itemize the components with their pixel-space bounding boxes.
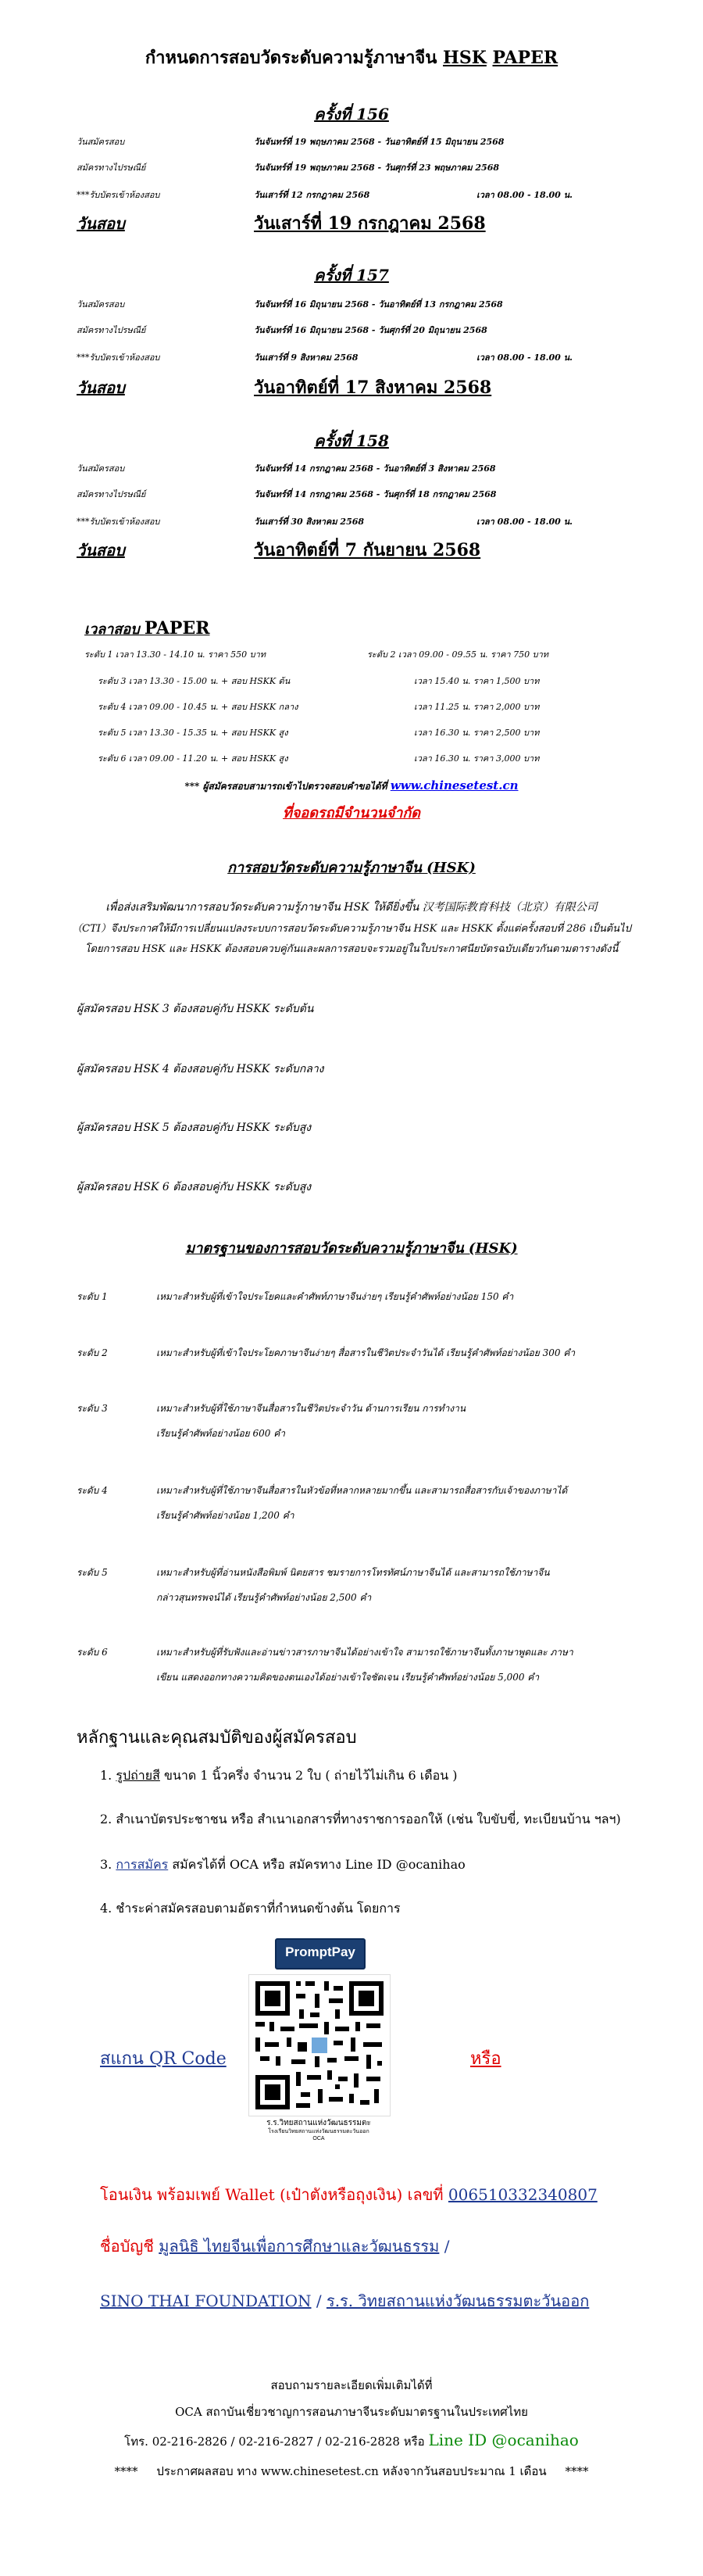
round-row-value: วันจันทร์ที่ 19 พฤษภาคม 2568 - วันศุกร์ที่ 23 พฤษภาคม 2568 [254,163,500,173]
standard-text: เหมาะสำหรับผู้ที่อ่านหนังสือพิมพ์ นิตยสาร ชมรายการโทรทัศน์ภาษาจีนได้ และสามารถใช้ภาษาจีน [156,1567,550,1578]
account-line: ชื่อบัญชี มูลนิธิ ไทยจีนเพื่อการศึกษาและวัฒนธรรม / [100,2237,450,2256]
contact-heading: สอบถามรายละเอียดเพิ่มเติมได้ที่ [270,2378,433,2392]
round-row-time: เวลา 08.00 - 18.00 น. [476,517,573,527]
transfer-line: โอนเงิน พร้อมเพย์ Wallet (เป๋าตังหรือถุงเงิน) เลขที่ 006510332340807 [100,2185,598,2204]
hsk-section-heading: การสอบวัดระดับความรู้ภาษาจีน (HSK) [227,860,476,876]
round-heading: ครั้งที่ 158 [314,431,389,450]
standard-text: เหมาะสำหรับผู้ที่ใช้ภาษาจีนสื่อสารในหัวข้อที่หลากหลายมากขึ้น และสามารถสื่อสารกับเจ้าของภาษาได้ [156,1485,568,1496]
limited-seats-notice: ที่จอดรถมีจำนวนจำกัด [283,805,420,821]
exam-date-label: วันสอบ [77,541,125,560]
standard-level: ระดับ 1 [77,1291,108,1302]
standard-level: ระดับ 4 [77,1485,108,1496]
standard-level: ระดับ 3 [77,1403,108,1414]
hsk-paragraph: เพื่อส่งเสริมพัฒนาการสอบวัดระดับความรู้ภาษาจีน HSK ให้ดียิ่งขึ้น 汉考国际教育科技（北京）有限公司 [105,901,598,914]
account-name: มูลนิธิ ไทยจีนเพื่อการศึกษาและวัฒนธรรม [159,2237,440,2256]
round-heading: ครั้งที่ 157 [314,266,389,284]
standard-level: ระดับ 5 [77,1567,108,1578]
round-row-label: วันสมัครสอบ [77,299,125,309]
qr-caption: ร.ร.วิทยสถานแห่งวัฒนธรรมตะ โรงเรียนวิทยสถานแห่งวัฒนธรรมตะวันออก OCA [266,2119,371,2141]
standard-text: เรียนรู้คำศัพท์อย่างน้อย 1,200 คำ [156,1510,294,1521]
exam-date-label: วันสอบ [77,378,125,397]
requirement-item: 3. การสมัคร สมัครได้ที่ OCA หรือ สมัครทาง Line ID @ocanihao [100,1857,466,1872]
standard-level: ระดับ 2 [77,1347,108,1358]
round-row-label: ***รับบัตรเข้าห้องสอบ [77,190,160,200]
standard-text: เขียน แสดงออกทางความคิดของตนเองได้อย่างเข้าใจชัดเจน เรียนรู้คำศัพท์อย่างน้อย 5,000 คำ [156,1672,540,1683]
round-row-label: ***รับบัตรเข้าห้องสอบ [77,352,160,363]
title-paper: PAPER [492,48,558,68]
scan-qr-label: สแกน QR Code [100,2049,227,2069]
hsk-pair-item: ผู้สมัครสอบ HSK 3 ต้องสอบคู่กับ HSKK ระดับต้น [77,1003,314,1015]
schedule-row: เวลา 16.30 น. ราคา 2,500 บาท [414,728,540,738]
qr-code-image[interactable] [248,1974,391,2116]
round-row-label: ***รับบัตรเข้าห้องสอบ [77,517,160,527]
round-row-time: เวลา 08.00 - 18.00 น. [476,352,573,363]
hsk-pair-item: ผู้สมัครสอบ HSK 6 ต้องสอบคู่กับ HSKK ระดับสูง [77,1181,312,1193]
round-row-label: สมัครทางไปรษณีย์ [77,489,146,499]
schedule-row: ระดับ 5 เวลา 13.30 - 15.35 น. + สอบ HSKK สูง [98,728,288,738]
round-row-value: วันจันทร์ที่ 14 กรกฎาคม 2568 - วันอาทิตย์ที่ 3 สิงหาคม 2568 [254,463,496,474]
round-row-value: วันเสาร์ที่ 30 สิงหาคม 2568 [254,517,365,527]
round-row-label: สมัครทางไปรษณีย์ [77,325,146,335]
round-row-label: วันสมัครสอบ [77,137,125,147]
or-label: หรือ [470,2049,501,2069]
round-heading: ครั้งที่ 156 [314,105,389,123]
promptpay-logo: PromptPay [275,1938,366,1970]
footer-note: **** ประกาศผลสอบ ทาง www.chinesetest.cn หลังจากวันสอบประมาณ 1 เดือน **** [114,2464,589,2478]
schedule-row: ระดับ 1 เวลา 13.30 - 14.10 น. ราคา 550 บาท [84,649,266,660]
title-thai: กำหนดการสอบวัดระดับความรู้ภาษาจีน [145,48,437,68]
apply-link[interactable]: การสมัคร [116,1857,169,1872]
round-row-value: วันจันทร์ที่ 16 มิถุนายน 2568 - วันศุกร์ที่ 20 มิถุนายน 2568 [254,325,487,335]
schedule-row: เวลา 11.25 น. ราคา 2,000 บาท [414,702,540,712]
standard-text: เรียนรู้คำศัพท์อย่างน้อย 600 คำ [156,1428,286,1439]
page-title [0,44,703,71]
line-id[interactable]: Line ID @ocanihao [428,2431,579,2449]
round-row-value: วันจันทร์ที่ 14 กรกฎาคม 2568 - วันศุกร์ที่ 18 กรกฎาคม 2568 [254,489,497,499]
round-row-time: เวลา 08.00 - 18.00 น. [476,190,573,200]
round-row-label: วันสมัครสอบ [77,463,125,474]
standard-text: กล่าวสุนทรพจน์ได้ เรียนรู้คำศัพท์อย่างน้อย 2,500 คำ [156,1592,372,1603]
requirements-heading: หลักฐานและคุณสมบัติของผู้สมัครสอบ [77,1728,357,1748]
round-row-value: วันจันทร์ที่ 19 พฤษภาคม 2568 - วันอาทิตย์ที่ 15 มิถุนายน 2568 [254,137,505,147]
standard-text: เหมาะสำหรับผู้ที่รับฟังและอ่านข่าวสารภาษาจีนได้อย่างเข้าใจ สามารถใช้ภาษาจีนทั้งภาษาพูดและ ภาษา [156,1647,573,1658]
title-hsk: HSK [443,48,487,68]
round-row-value: วันเสาร์ที่ 12 กรกฎาคม 2568 [254,190,370,200]
round-row-label: สมัครทางไปรษณีย์ [77,163,146,173]
hsk-paragraph: โดยการสอบ HSK และ HSKK ต้องสอบควบคู่กันและผลการสอบจะรวมอยู่ในใบประกาศนียบัตรฉบับเดียวกันตามตารางดังนี้ [84,943,619,955]
standard-text: เหมาะสำหรับผู้ที่เข้าใจประโยคภาษาจีนง่ายๆ สื่อสารในชีวิตประจำวันได้ เรียนรู้คำศัพท์อย่างน้อย 300 คำ [156,1347,576,1358]
chinesetest-link[interactable]: www.chinesetest.cn [390,778,519,792]
hsk-pair-item: ผู้สมัครสอบ HSK 5 ต้องสอบคู่กับ HSKK ระดับสูง [77,1122,312,1134]
schedule-row: ระดับ 6 เวลา 09.00 - 11.20 น. + สอบ HSKK สูง [98,753,288,764]
requirement-item: 1. รูปถ่ายสี ขนาด 1 นิ้วครึ่ง จำนวน 2 ใบ ( ถ่ายไว้ไม่เกิน 6 เดือน ) [100,1768,458,1783]
requirement-item: 2. สำเนาบัตรประชาชน หรือ สำเนาเอกสารที่ทางราชการออกให้ (เช่น ใบขับขี่, ทะเบียนบ้าน ฯลฯ) [100,1812,621,1826]
contact-phone: โทร. 02-216-2826 / 02-216-2827 / 02-216-2828 หรือ Line ID @ocanihao [124,2431,579,2449]
wallet-number: 006510332340807 [448,2185,598,2204]
schedule-row: ระดับ 2 เวลา 09.00 - 09.55 น. ราคา 750 บาท [367,649,549,660]
standard-level: ระดับ 6 [77,1647,108,1658]
requirement-item: 4. ชำระค่าสมัครสอบตามอัตราที่กำหนดข้างต้น โดยการ [100,1901,401,1916]
hsk-paragraph: （CTI）จึงประกาศให้มีการเปลี่ยนแปลงระบบการสอบวัดระดับความรู้ภาษาจีน HSK และ HSKK ตั้งแต่ครั้งสอบที่ 286 เป็นต้นไป [72,923,631,935]
exam-date-value: วันอาทิตย์ที่ 7 กันยายน 2568 [254,540,481,560]
paper-time-heading: เวลาสอบ PAPER [84,618,210,639]
standard-text: เหมาะสำหรับผู้ที่เข้าใจประโยคและคำศัพท์ภาษาจีนง่ายๆ เรียนรู้คำศัพท์อย่างน้อย 150 คำ [156,1291,514,1302]
hsk-pair-item: ผู้สมัครสอบ HSK 4 ต้องสอบคู่กับ HSKK ระดับกลาง [77,1063,324,1075]
exam-date-value: วันอาทิตย์ที่ 17 สิงหาคม 2568 [254,377,492,398]
schedule-row: ระดับ 4 เวลา 09.00 - 10.45 น. + สอบ HSKK กลาง [98,702,298,712]
standard-text: เหมาะสำหรับผู้ที่ใช้ภาษาจีนสื่อสารในชีวิตประจำวัน ด้านการเรียน การทำงาน [156,1403,466,1414]
schedule-row: เวลา 16.30 น. ราคา 3,000 บาท [414,753,540,764]
schedule-row: ระดับ 3 เวลา 13.30 - 15.00 น. + สอบ HSKK ต้น [98,676,291,686]
check-note: *** ผู้สมัครสอบสามารถเข้าไปตรวจสอบคำขอได้ที่ www.chinesetest.cn [184,778,519,792]
foundation-line: SINO THAI FOUNDATION / ร.ร. วิทยสถานแห่งวัฒนธรรมตะวันออก [100,2292,590,2310]
qr-code-icon [249,1975,390,2116]
contact-institution: OCA สถาบันเชี่ยวชาญการสอนภาษาจีนระดับมาตรฐานในประเทศไทย [175,2405,528,2419]
standards-heading: มาตรฐานของการสอบวัดระดับความรู้ภาษาจีน (HSK) [185,1240,518,1257]
photo-link[interactable]: รูปถ่ายสี [116,1768,160,1783]
exam-date-value: วันเสาร์ที่ 19 กรกฎาคม 2568 [254,213,486,234]
schedule-row: เวลา 15.40 น. ราคา 1,500 บาท [414,676,540,686]
round-row-value: วันจันทร์ที่ 16 มิถุนายน 2568 - วันอาทิตย์ที่ 13 กรกฎาคม 2568 [254,299,503,309]
round-row-value: วันเสาร์ที่ 9 สิงหาคม 2568 [254,352,359,363]
exam-date-label: วันสอบ [77,214,125,233]
